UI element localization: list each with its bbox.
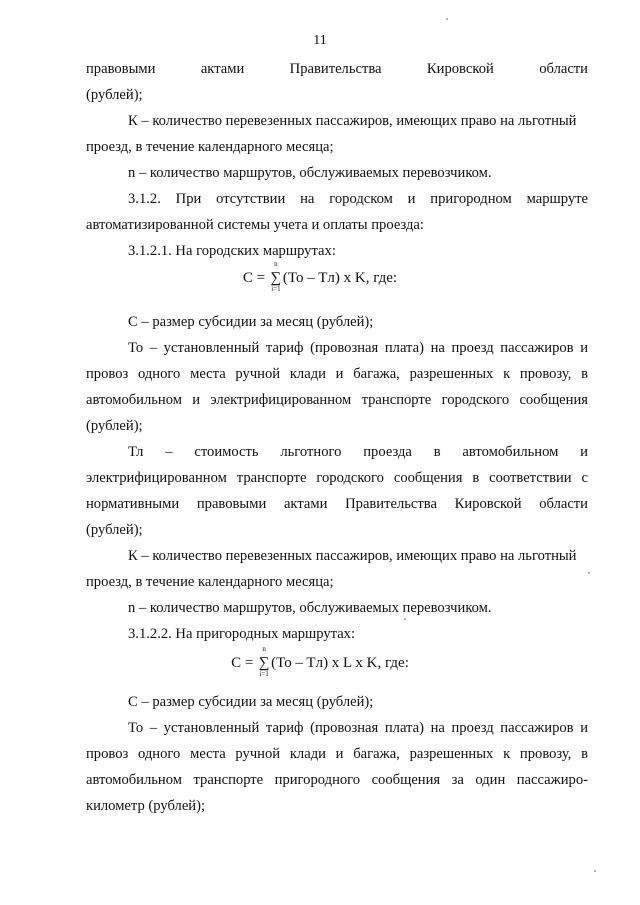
text-line: (рублей);: [86, 522, 143, 538]
text-line: К – количество перевезенных пассажиров, имеющих право на льготный: [128, 113, 577, 129]
scan-speck: [404, 618, 406, 620]
page-number: 11: [313, 33, 327, 48]
formula-lhs: C =: [231, 655, 258, 671]
scan-speck: [588, 572, 590, 574]
text-line: нормативными правовыми актами Правительства Кировской области: [86, 496, 588, 512]
formula-rhs: (To – Tл) x K, где:: [282, 270, 398, 286]
text-line: провоз одного места ручной клади и багажа, разрешенных к провозу, в: [86, 746, 588, 762]
sum-upper-limit: n: [262, 645, 266, 653]
text-line: 3.1.2. При отсутствии на городском и пригородном маршруте: [128, 191, 588, 207]
text-block-intro: [86, 56, 588, 264]
scan-speck: [594, 870, 596, 872]
sum-symbol: [269, 260, 283, 293]
text-line: проезд, в течение календарного месяца;: [86, 139, 334, 155]
text-line: километр (рублей);: [86, 798, 206, 814]
text-line: К – количество перевезенных пассажиров, имеющих право на льготный: [128, 548, 577, 564]
formula-rhs: (To – Tл) x L x K, где:: [271, 655, 409, 671]
sum-lower-limit: i=1: [271, 285, 281, 293]
sigma-glyph: ∑: [258, 655, 270, 671]
text-line: автоматизированной системы учета и оплаты проезда:: [86, 217, 424, 233]
text-line: (рублей);: [86, 87, 143, 103]
text-line: Тл – стоимость льготного проезда в автомобильном и: [128, 444, 588, 460]
sum-upper-limit: n: [274, 260, 278, 268]
scan-speck: [446, 18, 448, 20]
sigma-glyph: ∑: [270, 270, 282, 286]
text-line: (рублей);: [86, 418, 143, 434]
text-line: С – размер субсидии за месяц (рублей);: [128, 694, 374, 710]
text-line: правовыми актами Правительства Кировской области: [86, 61, 588, 77]
text-block-suburban-definitions: [86, 689, 588, 819]
text-line: n – количество маршрутов, обслуживаемых перевозчиком.: [128, 165, 492, 181]
text-line: проезд, в течение календарного месяца;: [86, 574, 334, 590]
text-line: С – размер субсидии за месяц (рублей);: [128, 314, 374, 330]
text-line: 3.1.2.1. На городских маршрутах:: [128, 243, 336, 259]
formula-suburban: [0, 645, 640, 678]
text-line: То – установленный тариф (провозная плата) на проезд пассажиров и: [128, 340, 588, 356]
formula-urban: [0, 260, 640, 293]
text-line: электрифицированном транспорте городского сообщения в соответствии с: [86, 470, 588, 486]
sum-lower-limit: i=1: [259, 670, 269, 678]
formula-lhs: C =: [242, 270, 269, 286]
text-line: провоз одного места ручной клади и багажа, разрешенных к провозу, в: [86, 366, 588, 382]
text-block-urban-definitions: [86, 309, 588, 647]
text-line: n – количество маршрутов, обслуживаемых перевозчиком.: [128, 600, 492, 616]
text-line: То – установленный тариф (провозная плата) на проезд пассажиров и: [128, 720, 588, 736]
text-line: автомобильном и электрифицированном транспорте городского сообщения: [86, 392, 588, 408]
sum-symbol: [257, 645, 271, 678]
text-line: 3.1.2.2. На пригородных маршрутах:: [128, 626, 356, 642]
text-line: автомобильном транспорте пригородного сообщения за один пассажиро-: [86, 772, 588, 788]
